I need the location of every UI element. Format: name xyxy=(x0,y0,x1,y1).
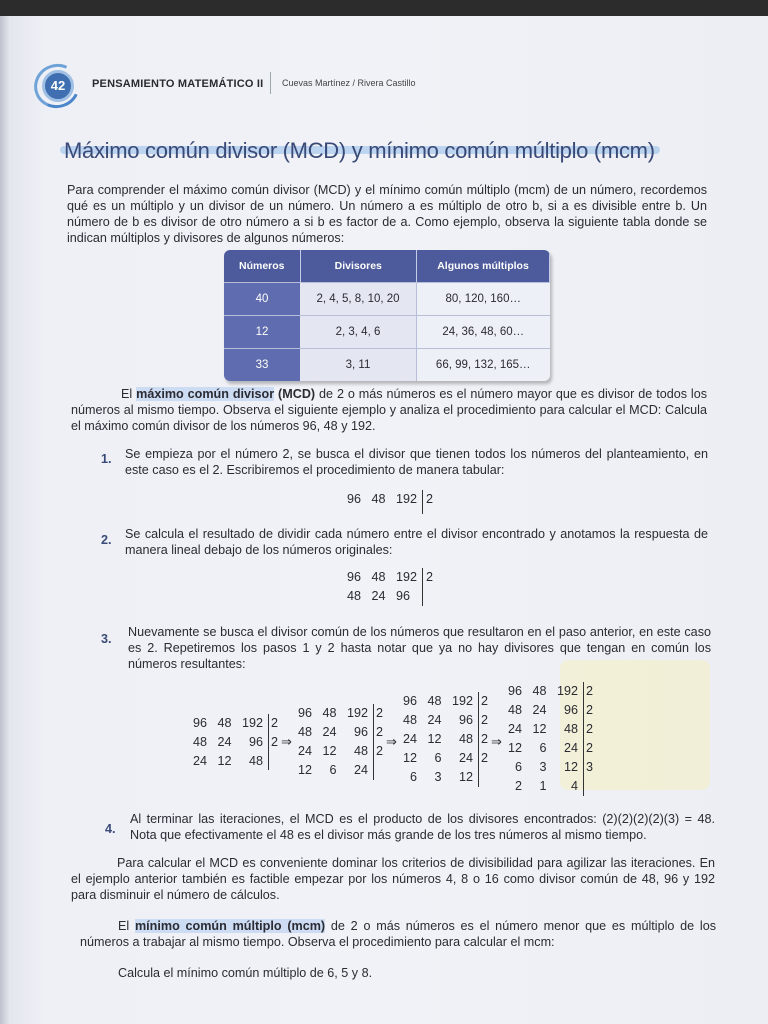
mcm-definition-text: de 2 o más números es el número menor que es múltiplo de los números a trabajar al mismo tiempo. Observa el procedimiento para calcular el mcm: xyxy=(80,919,717,949)
calc-divider xyxy=(583,682,584,796)
mcd-term-abbr: (MCD) xyxy=(278,387,316,401)
step-number: 1. xyxy=(101,452,112,466)
mcm-prompt: Calcula el mínimo común múltiplo de 6, 5 y 8. xyxy=(118,966,373,980)
step-number: 2. xyxy=(101,533,112,547)
book-title: PENSAMIENTO MATEMÁTICO II xyxy=(92,78,264,90)
calc-divider xyxy=(422,490,423,514)
calc-iteration-2-divisors: 2 2 2 xyxy=(376,706,384,758)
calc-divider xyxy=(478,692,479,787)
table-row xyxy=(224,316,550,349)
header-divider xyxy=(270,72,271,94)
table-row xyxy=(224,349,550,382)
page-number-badge: 42 xyxy=(42,70,74,102)
arrow-icon: ⇒ xyxy=(386,734,397,749)
calc-divider xyxy=(373,704,374,780)
divisors-multiples-table xyxy=(224,250,550,381)
mcm-term: mínimo común múltiplo (mcm) xyxy=(134,919,326,933)
calc-iteration-1: 96 48 192 48 24 96 24 12 48 xyxy=(193,716,264,768)
calc-iteration-2: 96 48 192 48 24 96 24 12 48 12 6 24 xyxy=(298,706,369,777)
calc-divider xyxy=(422,568,423,606)
table-cell-multiples: 80, 120, 160… xyxy=(417,283,550,316)
section-heading: Máximo común divisor (MCD) y mínimo común múltiplo (mcm) xyxy=(64,138,655,163)
authors: Cuevas Martínez / Rivera Castillo xyxy=(282,78,416,88)
table-header: Algunos múltiplos xyxy=(417,250,550,283)
step-number: 4. xyxy=(105,822,116,836)
calc-iteration-3-divisors: 2 2 2 2 xyxy=(481,694,489,765)
table-cell-divisors: 3, 11 xyxy=(300,349,417,382)
calc-iteration-4-divisors: 2 2 2 2 3 xyxy=(586,684,594,774)
calc-divider xyxy=(268,714,269,770)
mcd-lead: El xyxy=(121,387,133,401)
calc-step1-numbers: 96 48 192 xyxy=(347,492,418,506)
step-text: Al terminar las iteraciones, el MCD es el producto de los divisores encontrados: (2)(2)(2)(2)(3) = 48. Nota que efectivamente el 48 es el divisor más grande de los tres números al mismo tiempo. xyxy=(130,812,715,842)
mcd-term: máximo común divisor xyxy=(136,387,275,401)
mcm-definition xyxy=(80,918,716,950)
table-header: Números xyxy=(224,250,300,283)
table-cell-number: 12 xyxy=(224,316,300,349)
table-header: Divisores xyxy=(300,250,417,283)
mcm-lead: El xyxy=(118,919,130,933)
table-cell-multiples: 66, 99, 132, 165… xyxy=(417,349,550,382)
mcd-definition xyxy=(71,386,707,434)
table-cell-divisors: 2, 3, 4, 6 xyxy=(300,316,417,349)
calc-iteration-3: 96 48 192 48 24 96 24 12 48 12 6 24 6 3 12 xyxy=(403,694,474,784)
intro-paragraph: Para comprender el máximo común divisor (MCD) y el mínimo común múltiplo (mcm) de un número, recordemos qué es un múltiplo y un divisor de un número. Un número a es múltiplo de otro b, si a es divisible entre b. Un número de b es divisor de otro número a si b es factor de a. Como ejemplo, observa la siguiente tabla donde se indican múltiplos y divisores de algunos números: xyxy=(67,183,707,245)
tip-paragraph xyxy=(71,855,715,903)
calc-step1-divisor: 2 xyxy=(426,492,434,506)
calc-iteration-1-divisors: 2 2 xyxy=(271,716,279,749)
arrow-icon: ⇒ xyxy=(281,734,292,749)
table-row xyxy=(224,283,550,316)
calc-step2-numbers: 96 48 192 48 24 96 xyxy=(347,570,418,603)
calc-step2-divisor: 2 xyxy=(426,570,434,584)
mcd-definition-text: de 2 o más números es el número mayor que es divisor de todos los números al mismo tiempo. Observa el siguiente ejemplo y analiza el procedimiento para calcular el MCD: Calcula el máximo común divisor de los números 96, 48 y 192. xyxy=(71,387,708,433)
table-cell-divisors: 2, 4, 5, 8, 10, 20 xyxy=(300,283,417,316)
step-text: Nuevamente se busca el divisor común de los números que resultaron en el paso anterior, en este caso es 2. Repetiremos los pasos 1 y 2 hasta notar que ya no hay divisores que tengan en común los números resultantes: xyxy=(128,625,711,671)
tip-text: Para calcular el MCD es conveniente dominar los criterios de divisibilidad para agilizar las iteraciones. En el ejemplo anterior también es factible empezar por los números 4, 8 o 16 como divisor común de 48, 96 y 192 para disminuir el número de cálculos. xyxy=(71,856,715,902)
arrow-icon: ⇒ xyxy=(491,734,502,749)
step-number: 3. xyxy=(101,632,112,646)
calc-iteration-4: 96 48 192 48 24 96 24 12 48 12 6 24 6 3 12 2 1 4 xyxy=(508,684,579,793)
table-cell-number: 40 xyxy=(224,283,300,316)
step-text: Se empieza por el número 2, se busca el divisor que tienen todos los números del planteamiento, en este caso es el 2. Escribiremos el procedimiento de manera tabular: xyxy=(125,447,708,477)
step-text: Se calcula el resultado de dividir cada número entre el divisor encontrado y anotamos la respuesta de manera lineal debajo de los números originales: xyxy=(125,527,708,557)
table-cell-multiples: 24, 36, 48, 60… xyxy=(417,316,550,349)
page-binding-shadow xyxy=(0,16,10,1024)
table-cell-number: 33 xyxy=(224,349,300,382)
